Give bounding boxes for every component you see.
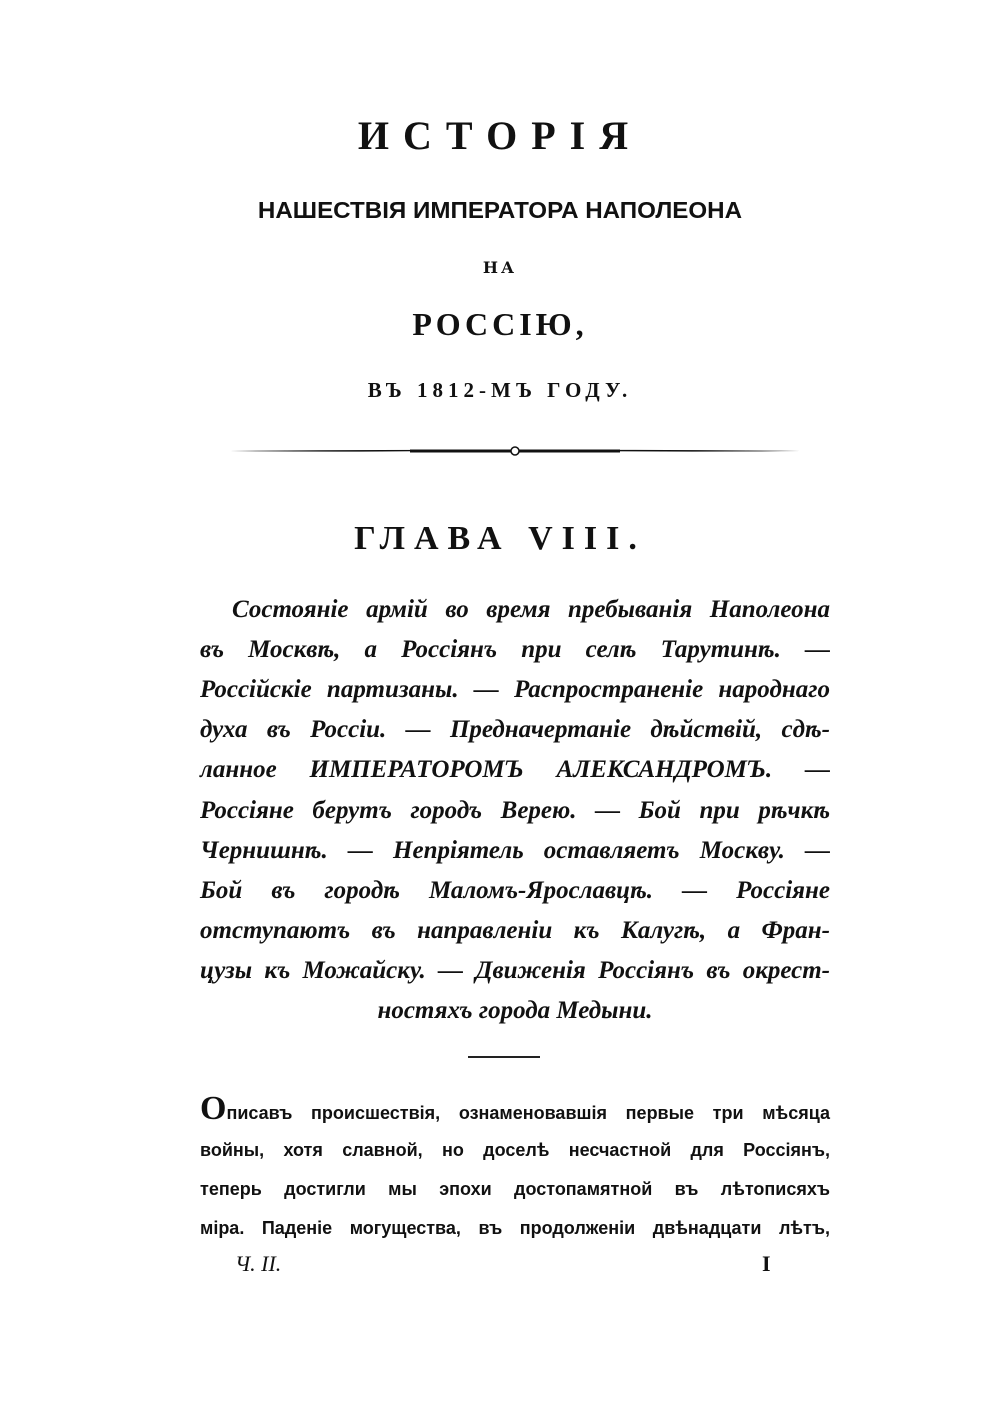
summary-line: отступаютъ въ направленіи къ Калугѣ, а Фран- xyxy=(200,917,830,944)
summary-line: ностяхъ города Медыни. xyxy=(377,997,653,1024)
body-line: міра. Паденіе могущества, въ продолженіи двѣнадцати лѣтъ, xyxy=(200,1218,830,1238)
ornamental-rule xyxy=(230,446,800,456)
section-divider xyxy=(468,1056,540,1058)
summary-line: духа въ Россіи. — Предначертаніе дѣйствій, сдѣ- xyxy=(200,716,830,743)
summary-line: Россійскіе партизаны. — Распространеніе народнаго xyxy=(200,676,830,703)
signature-mark: Ч. II. xyxy=(235,1251,282,1276)
summary-line: ланное ИМПЕРАТОРОМЪ АЛЕКСАНДРОМЪ. — xyxy=(200,756,830,783)
body-text: писавъ происшествія, ознаменовавшія первые три мѣсяца xyxy=(226,1103,830,1123)
body-line-first xyxy=(200,1090,830,1127)
summary-line: Состояніе армій во время пребыванія Наполеона xyxy=(232,596,830,623)
sheet-number: I xyxy=(762,1251,771,1276)
body-line: теперь достигли мы эпохи достопамятной въ лѣтописяхъ xyxy=(200,1179,830,1199)
drop-cap: О xyxy=(200,1090,227,1127)
book-subtitle: НАШЕСТВІЯ ИМПЕРАТОРА НАПОЛЕОНА xyxy=(257,197,743,223)
title-country: РОССІЮ, xyxy=(412,306,588,342)
body-line: войны, хотя славной, но доселѣ несчастной для Россіянъ, xyxy=(200,1140,830,1160)
summary-line: Чернишнѣ. — Непріятель оставляетъ Москву. — xyxy=(200,837,830,864)
summary-line: цузы къ Можайску. — Движенія Россіянъ въ окрест- xyxy=(200,957,830,984)
summary-line: въ Москвѣ, а Россіянъ при селѣ Тарутинѣ. — xyxy=(200,636,830,663)
book-title: ИСТОРІЯ xyxy=(357,113,643,158)
chapter-heading: ГЛАВА VIII. xyxy=(354,520,646,557)
summary-line: Бой въ городѣ Маломъ-Ярославцѣ. — Россіяне xyxy=(200,877,830,904)
summary-line: Россіяне берутъ городъ Верею. — Бой при рѣчкѣ xyxy=(200,797,830,824)
title-year: ВЪ 1812-МЪ ГОДУ. xyxy=(367,378,633,402)
title-preposition: НА xyxy=(482,258,518,277)
